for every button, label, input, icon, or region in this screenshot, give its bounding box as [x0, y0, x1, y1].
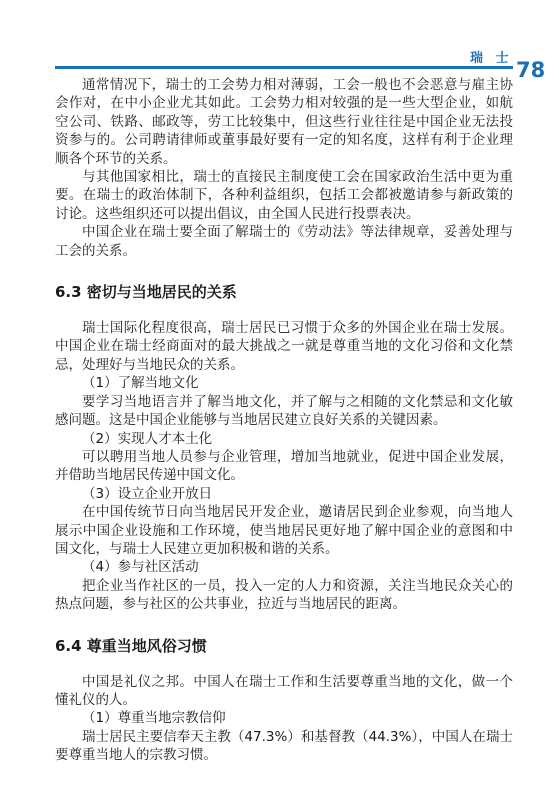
- subsection-title: （1）了解当地文化: [82, 375, 199, 392]
- section-intro-paragraph: 中国是礼仪之邦。中国人在瑞士工作和生活要尊重当地的文化，做一个懂礼仪的人。: [55, 673, 513, 708]
- body-paragraph: 瑞士居民主要信奉天主教（47.3%）和基督教（44.3%），中国人在瑞士要尊重当地人的宗教习惯。: [55, 728, 513, 764]
- subsection-title: （4）参与社区活动: [82, 559, 199, 576]
- running-header-title: 瑞 士: [470, 51, 513, 66]
- body-paragraph: 与其他国家相比，瑞士的直接民主制度使工会在国家政治生活中更为重要。在瑞士的政治体制下，各种利益组织，包括工会都被邀请参与新政策的讨论。这些组织还可以提出倡议，由全国人民进行投票表决。: [55, 169, 513, 222]
- page-body: [55, 76, 513, 765]
- subsection-title: （1）尊重当地宗教信仰: [82, 710, 226, 727]
- section-intro-paragraph: 瑞士国际化程度很高，瑞士居民已习惯于众多的外国企业在瑞士发展。中国企业在瑞士经商面对的最大挑战之一就是尊重当地的文化习俗和文化禁忌，处理好与当地民众的关系。: [55, 320, 513, 373]
- page-number: 78: [516, 58, 546, 82]
- body-paragraph: 通常情况下，瑞士的工会势力相对薄弱，工会一般也不会恶意与雇主协会作对，在中小企业尤其如此。工会势力相对较强的是一些大型企业，如航空公司、铁路、邮政等，劳工比较集中，但这些行业往往是中国企业无法投资参与的。公司聘请律师或董事最好要有一定的知名度，这样有利于企业理顺各个环节的关系。: [55, 77, 513, 167]
- body-paragraph: 可以聘用当地人员参与企业管理，增加当地就业，促进中国企业发展，并借助当地居民传递中国文化。: [55, 448, 513, 484]
- section-heading-6-4: 6.4 尊重当地风俗习惯: [55, 636, 207, 655]
- subsection-title: （3）设立企业开放日: [82, 485, 213, 502]
- body-paragraph: 中国企业在瑞士要全面了解瑞士的《劳动法》等法律规章，妥善处理与工会的关系。: [55, 224, 513, 259]
- body-paragraph: 要学习当地语言并了解当地文化，并了解与之相随的文化禁忌和文化敏感问题。这是中国企业能够与当地居民建立良好关系的关键因素。: [55, 393, 513, 429]
- subsection-title: （2）实现人才本土化: [82, 430, 213, 447]
- body-paragraph: 把企业当作社区的一员，投入一定的人力和资源，关注当地民众关心的热点问题，参与社区的公共事业，拉近与当地居民的距离。: [55, 577, 513, 613]
- section-heading-6-3: 6.3 密切与当地居民的关系: [55, 283, 237, 302]
- header-rule: [55, 66, 513, 69]
- body-paragraph: 在中国传统节日向当地居民开发企业，邀请居民到企业参观，向当地人展示中国企业设施和工作环境，使当地居民更好地了解中国企业的意图和中国文化，与瑞士人民建立更加积极和谐的关系。: [55, 504, 513, 557]
